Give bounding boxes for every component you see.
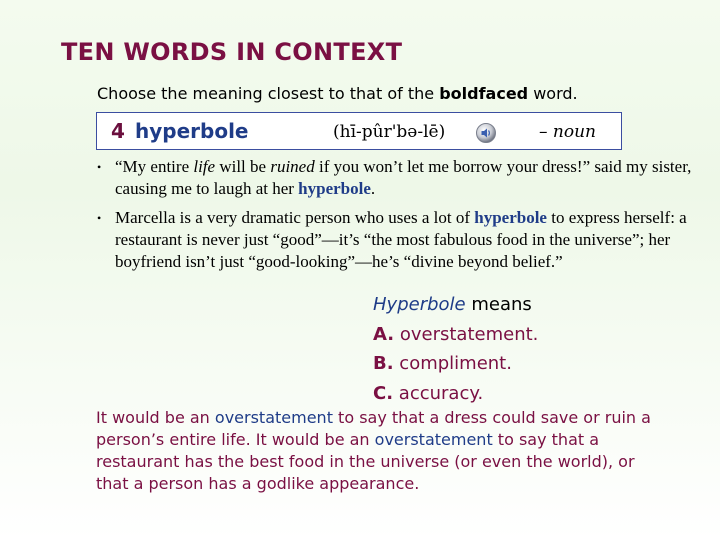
example-sentence-2 [96,207,696,273]
pronunciation: (hī-pûr'bə-lē) [333,122,446,142]
example-1-italic-a: life [193,157,216,176]
example-list [96,156,696,280]
option-b[interactable] [373,349,538,379]
instruction-bold: boldfaced [439,84,529,103]
option-a-text: overstatement. [399,323,539,345]
bullet-icon: • [97,160,102,174]
word-number: 4 [111,119,125,143]
part-of-speech: – noun [539,122,596,142]
explanation-text-c: to say that a restaurant has the best food in the universe (or even the world), or that a person has a godlike appearance. [96,430,635,493]
explanation-keyword-2: overstatement [374,430,493,449]
example-sentence-1 [96,156,696,200]
option-c-letter: C. [373,382,394,404]
example-1-text-d: . [370,179,376,198]
explanation [96,407,666,495]
speaker-icon[interactable] [475,122,497,144]
option-c[interactable] [373,379,538,409]
option-b-text: compliment. [399,353,512,374]
instruction-post: word. [528,84,578,103]
explanation-text-a: It would be an [96,408,215,427]
option-c-text: accuracy. [398,382,484,404]
example-1-text-b: will be [215,157,271,176]
instruction [97,84,578,103]
page-title: TEN WORDS IN CONTEXT [61,38,403,66]
question-term: Hyperbole [373,294,466,315]
explanation-keyword-1: overstatement [214,408,333,427]
word-header-box [96,112,622,150]
question-means: means [465,294,532,315]
instruction-pre: Choose the meaning closest to that of the [97,84,440,103]
word-term: hyperbole [135,119,249,143]
question-stem [373,290,538,320]
example-2-term: hyperbole [474,208,547,227]
option-a-letter: A. [373,323,395,345]
option-b-letter: B. [373,353,394,374]
example-2-text-a: Marcella is a very dramatic person who uses a lot of [115,208,475,227]
example-1-text-a: “My entire [115,157,194,176]
bullet-icon: • [97,211,102,225]
example-2-text-b: to express herself: a restaurant is never just “good”—it’s “the most fabulous food in the universe”; her boyfriend isn’t just “good-looking”—he’s “divine beyond belief.” [115,208,687,271]
example-1-italic-b: ruined [270,157,315,176]
question-block [373,290,538,408]
example-1-text-c: if you won’t let me borrow your dress!” said my sister, causing me to laugh at her [115,157,692,198]
option-a[interactable] [373,320,538,350]
example-1-term: hyperbole [298,179,371,198]
explanation-text-b: to say that a dress could save or ruin a person’s entire life. It would be an [96,408,651,449]
